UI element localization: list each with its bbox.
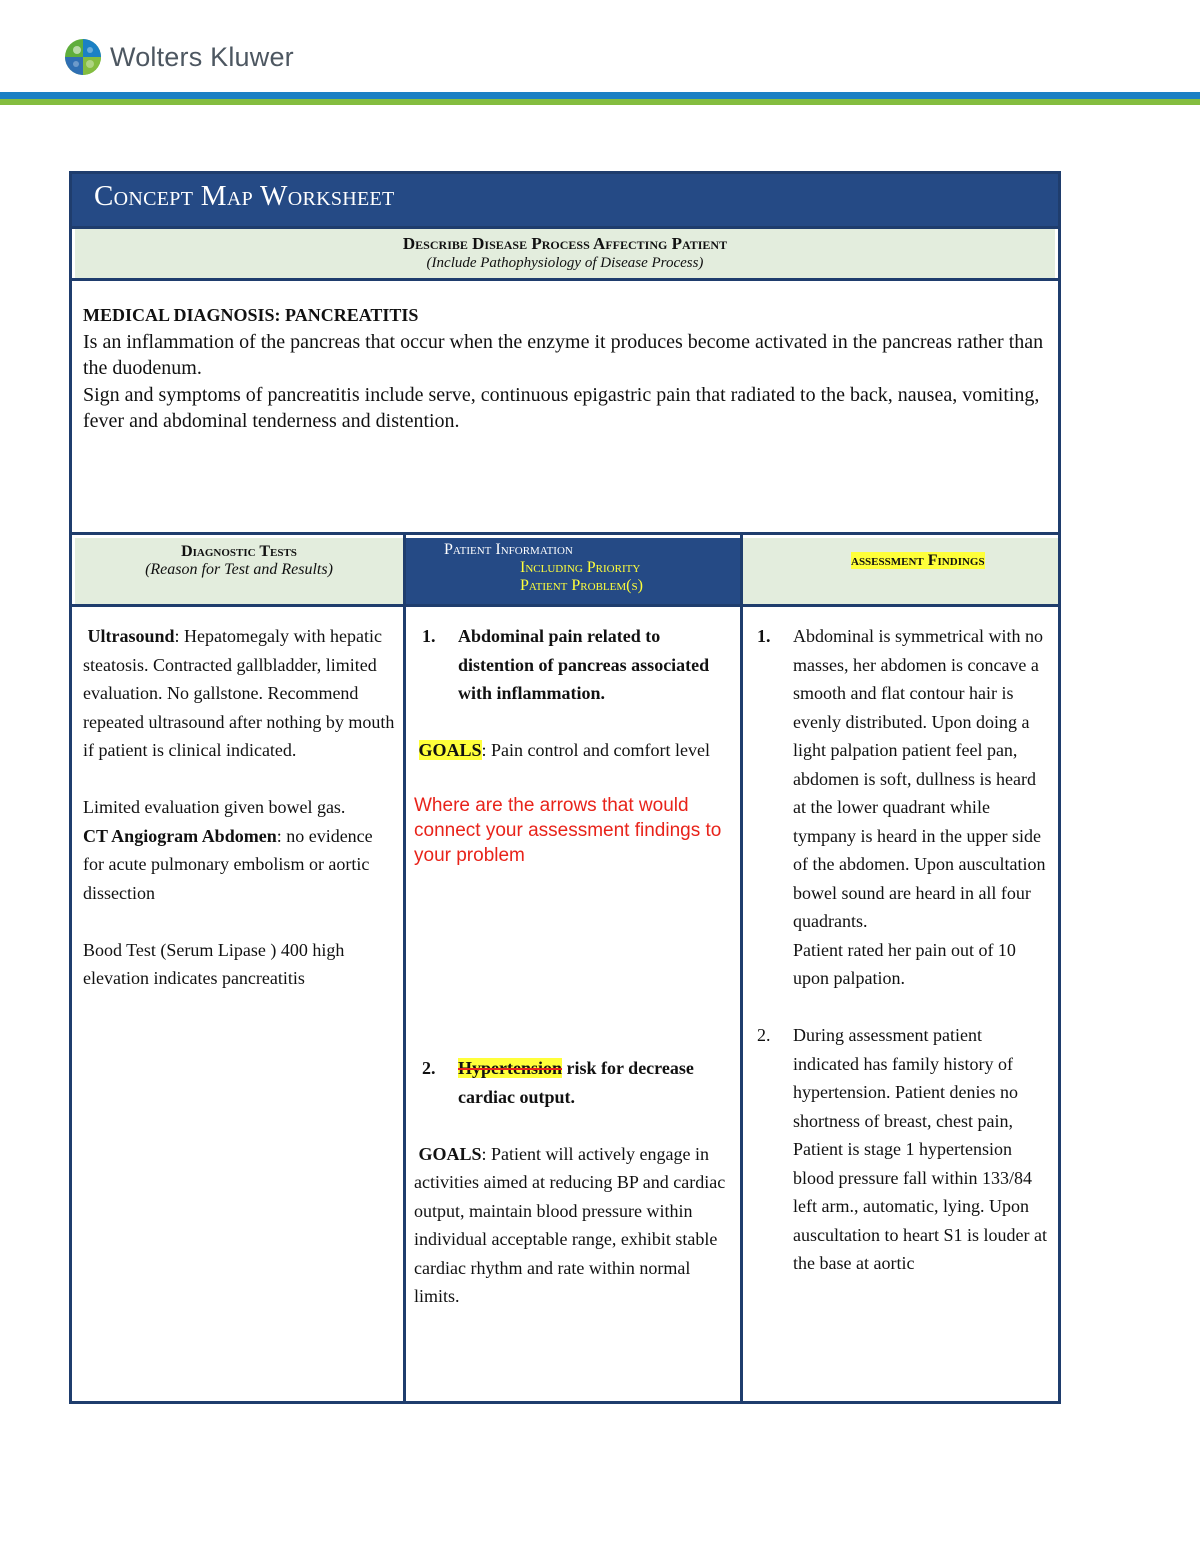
diagnosis-symptoms: Sign and symptoms of pancreatitis include serve, continuous epigastric pain that radiated to the back, nausea, vomiting, fever and abdominal tenderness and distention. bbox=[83, 383, 1040, 432]
assessment-2: 2. During assessment patient indicated has family history of hypertension. Patient denies no shortness of breast, chest pain, Patient is stage 1 hypertension blood pressure fall within 133/84 left arm., automatic, lying. Upon auscultation to heart S1 is louder at the base at aortic bbox=[757, 1025, 1047, 1273]
diagnostic-tests-content bbox=[83, 622, 398, 993]
priority-title: Including Priority bbox=[520, 559, 641, 576]
patient-info-title: Patient Information bbox=[444, 541, 573, 558]
struck-hypertension: Hypertension bbox=[458, 1058, 563, 1078]
divider bbox=[72, 278, 1058, 281]
ultrasound-result: Ultrasound: Hepatomegaly with hepatic steatosis. Contracted gallbladder, limited evaluation. No gallstone. Recommend repeated ultrasound after nothing by mouth if patient is clinical indicated. bbox=[83, 626, 395, 760]
brand-logo bbox=[64, 38, 294, 76]
divider bbox=[72, 604, 1058, 607]
column-divider bbox=[403, 532, 406, 1401]
worksheet-title: Concept Map Worksheet bbox=[94, 180, 395, 212]
diagnostic-tests-subtitle: (Reason for Test and Results) bbox=[145, 561, 333, 578]
problem-2: 2. Hypertension risk for decrease cardiac output. bbox=[422, 1058, 694, 1107]
diagnosis-label: MEDICAL DIAGNOSIS: PANCREATITIS bbox=[83, 305, 419, 325]
patient-problems-content bbox=[414, 622, 734, 1311]
globe-logo-icon bbox=[64, 38, 102, 76]
diagnostic-tests-title: Diagnostic Tests bbox=[181, 543, 297, 560]
disease-process-heading bbox=[75, 229, 1055, 278]
diagnosis-definition: Is an inflammation of the pancreas that occur when the enzyme it produces become activated in the pancreas rather than the duodenum. bbox=[83, 330, 1044, 379]
assessment-findings-title: assessment Findings bbox=[851, 552, 985, 569]
header-stripe-green bbox=[0, 99, 1200, 105]
disease-process-title: Describe Disease Process Affecting Patient bbox=[402, 234, 728, 253]
assessment-findings-header bbox=[743, 538, 1058, 604]
worksheet-title-bar bbox=[72, 174, 1058, 226]
blood-test-result: Bood Test (Serum Lipase ) 400 high elevation indicates pancreatitis bbox=[83, 939, 345, 988]
header-stripe-blue bbox=[0, 92, 1200, 99]
patient-problems-title: Patient Problem(s) bbox=[520, 577, 643, 594]
pain-rating: Patient rated her pain out of 10 upon palpation. bbox=[793, 939, 1016, 988]
problem-1: 1. Abdominal pain related to distention of pancreas associated with inflammation. bbox=[422, 626, 710, 703]
disease-process-subtitle: (Include Pathophysiology of Disease Process) bbox=[426, 255, 704, 271]
divider bbox=[72, 532, 1058, 535]
diagnostic-tests-header bbox=[75, 538, 403, 604]
medical-diagnosis bbox=[83, 302, 1048, 435]
column-divider bbox=[740, 532, 743, 1401]
brand-name: Wolters Kluwer bbox=[110, 41, 294, 72]
assessment-findings-content bbox=[757, 622, 1052, 1278]
instructor-comment: Where are the arrows that would connect your assessment findings to your problem bbox=[414, 795, 722, 866]
concept-map-worksheet bbox=[69, 171, 1061, 1404]
problem-2-goals: GOALS: Patient will actively engage in activities aimed at reducing BP and cardiac output, maintain blood pressure within individual acceptable range, exhibit stable cardiac rhythm and rate within normal limits. bbox=[414, 1143, 726, 1306]
problem-1-goals: GOALS: Pain control and comfort level bbox=[418, 740, 710, 760]
ct-angiogram-result: CT Angiogram Abdomen: no evidence for acute pulmonary embolism or aortic dissection bbox=[83, 825, 373, 903]
patient-info-header bbox=[406, 538, 740, 604]
assessment-1: 1. Abdominal is symmetrical with no masses, her abdomen is concave a smooth and flat contour hair is evenly distributed. Upon doing a light palpation patient feel pan, abdomen is soft, dullness is heard at the lower quadrant while tympany is heard in the upper side of the abdomen. Upon auscultation bowel sound are heard in all four quadrants. Patient rated her pain out of 10 upon palpation. bbox=[757, 622, 1052, 993]
limited-evaluation: Limited evaluation given bowel gas. bbox=[83, 797, 346, 817]
